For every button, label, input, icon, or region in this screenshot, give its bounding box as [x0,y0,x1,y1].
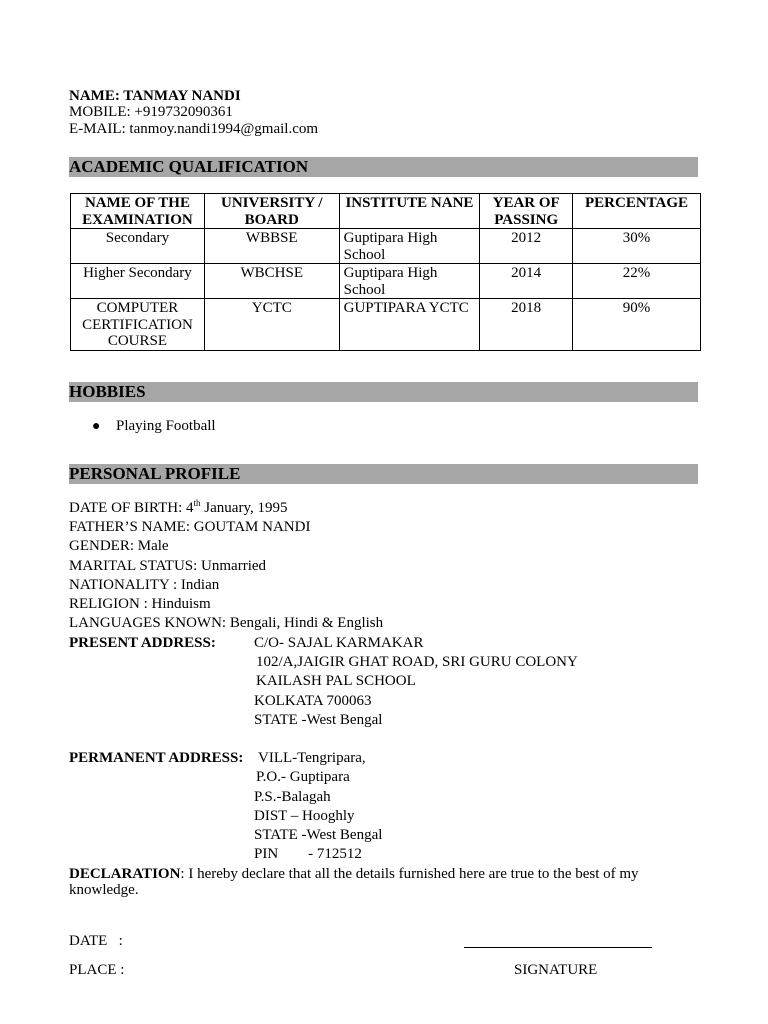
permanent-address-line: P.O.- Guptipara [256,769,350,785]
table-cell: COMPUTER CERTIFICATION COURSE [71,299,205,351]
bullet-icon: ● [92,419,101,434]
table-header-row [71,194,701,229]
column-header: UNIVERSITY / BOARD [204,194,339,229]
nationality: NATIONALITY : Indian [69,577,220,593]
table-cell: 90% [573,299,701,351]
table-cell: Guptipara High School [339,264,480,299]
date-of-birth [69,500,287,517]
date-field: DATE : [69,933,123,949]
table-cell: YCTC [204,299,339,351]
column-header: YEAR OF PASSING [480,194,573,229]
column-header: NAME OF THE EXAMINATION [71,194,205,229]
permanent-address-line: P.S.-Balagah [254,789,331,805]
gender: GENDER: Male [69,538,169,554]
table-row [71,299,701,351]
qualification-table [70,193,701,351]
declaration-body: : I hereby declare that all the details furnished here are true to the best of my [180,866,639,882]
table-row [71,264,701,299]
mobile-number: MOBILE: +919732090361 [69,104,233,120]
present-address-label: PRESENT ADDRESS: [69,635,216,651]
declaration-text-continued: knowledge. [69,882,139,898]
section-hobbies: HOBBIES [69,382,698,402]
section-academic-qualification: ACADEMIC QUALIFICATION [69,157,698,177]
present-address-line: STATE -West Bengal [254,712,383,728]
permanent-address-line: VILL-Tengripara, [258,750,366,766]
table-cell: 2012 [480,229,573,264]
permanent-address-line: STATE -West Bengal [254,827,383,843]
place-field: PLACE : [69,962,125,978]
present-address-line: KAILASH PAL SCHOOL [256,673,416,689]
dob-day: DATE OF BIRTH: 4 [69,500,194,516]
present-address-line: KOLKATA 700063 [254,693,372,709]
permanent-address-label: PERMANENT ADDRESS: [69,750,244,766]
signature-line [464,947,652,948]
table-cell: Secondary [71,229,205,264]
email-address: E-MAIL: tanmoy.nandi1994@gmail.com [69,121,319,137]
table-cell: WBCHSE [204,264,339,299]
present-address-line: 102/A,JAIGIR GHAT ROAD, SRI GURU COLONY [256,654,578,670]
present-address-line: C/O- SAJAL KARMAKAR [254,635,424,651]
table-cell: WBBSE [204,229,339,264]
dob-rest: January, 1995 [200,500,288,516]
table-cell: GUPTIPARA YCTC [339,299,480,351]
hobby-item: Playing Football [116,418,216,434]
permanent-address-line: PIN - 712512 [254,846,362,862]
column-header: INSTITUTE NANE [339,194,480,229]
declaration-text [69,866,639,883]
table-cell: 30% [573,229,701,264]
fathers-name: FATHER’S NAME: GOUTAM NANDI [69,519,311,535]
table-cell: 22% [573,264,701,299]
signature-label: SIGNATURE [514,962,598,978]
religion: RELIGION : Hinduism [69,596,211,612]
table-cell: Guptipara High School [339,229,480,264]
column-header: PERCENTAGE [573,194,701,229]
permanent-address-line: DIST – Hooghly [254,808,355,824]
table-cell: 2018 [480,299,573,351]
marital-status: MARITAL STATUS: Unmarried [69,558,267,574]
section-personal-profile: PERSONAL PROFILE [69,464,698,484]
languages-known: LANGUAGES KNOWN: Bengali, Hindi & English [69,615,384,631]
declaration-label: DECLARATION [69,866,181,882]
table-cell: 2014 [480,264,573,299]
table-row [71,229,701,264]
table-cell: Higher Secondary [71,264,205,299]
dob-ordinal: th [193,498,201,508]
candidate-name: NAME: TANMAY NANDI [69,88,241,104]
